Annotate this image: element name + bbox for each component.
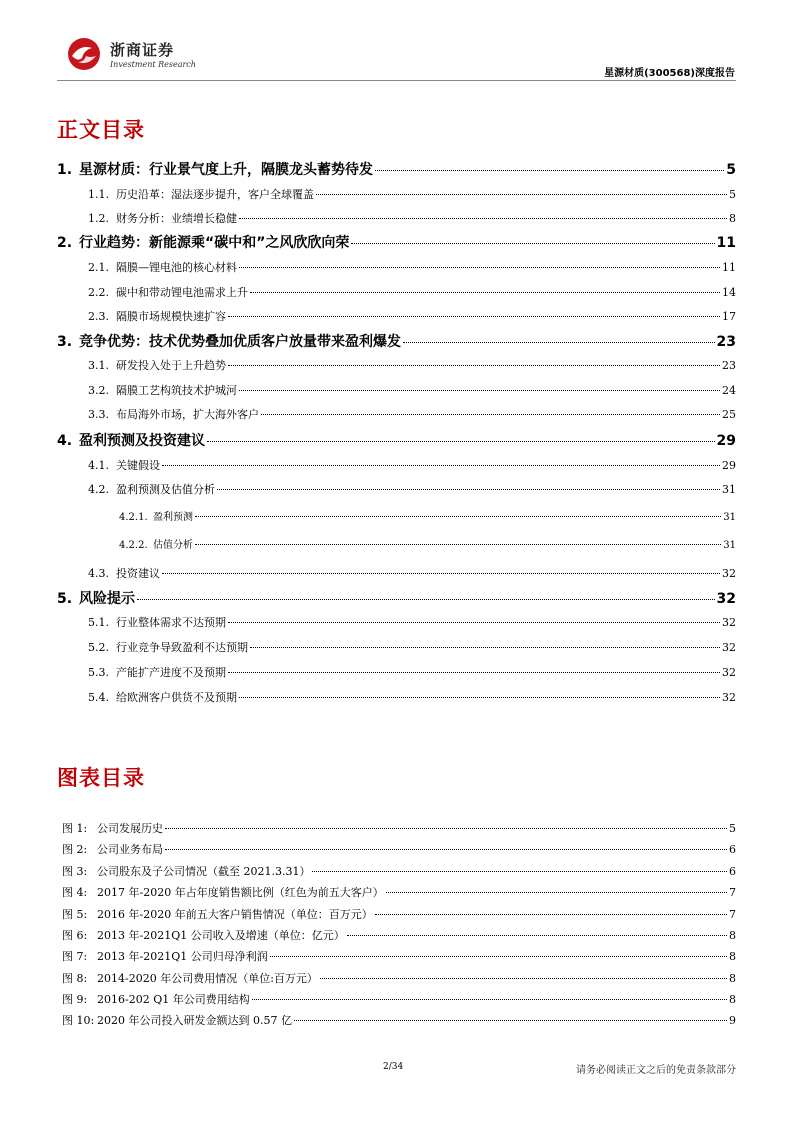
- toc-entry[interactable]: [88, 614, 736, 630]
- toc-entry-title: 产能扩产进度不及预期: [116, 666, 226, 679]
- dot-leader: [375, 170, 724, 171]
- figure-entry-title: 公司股东及子公司情况（截至 2021.3.31）: [97, 865, 311, 878]
- figure-entry-number: 图 1:: [62, 822, 88, 835]
- toc-entry-title: 关键假设: [116, 459, 160, 472]
- dot-leader: [250, 647, 720, 648]
- dot-leader: [137, 599, 715, 600]
- figure-entry-title: 2016 年-2020 年前五大客户销售情况（单位：百万元）: [97, 908, 373, 921]
- toc-entry-number: 5.: [57, 591, 73, 607]
- company-name-en: Investment Research: [110, 60, 196, 69]
- toc-entry-number: 3.3.: [88, 408, 109, 421]
- toc-entry[interactable]: [88, 210, 736, 226]
- dot-leader: [165, 849, 727, 850]
- figure-entry-title: 2020 年公司投入研发金额达到 0.57 亿: [97, 1014, 292, 1027]
- toc-entry-number: 3.1.: [88, 359, 109, 372]
- toc-entry-number: 1.2.: [88, 212, 109, 225]
- toc-entry-number: 2.3.: [88, 310, 109, 323]
- dot-leader: [228, 365, 720, 366]
- toc-entry-page: 14: [722, 286, 736, 299]
- figure-entry-title: 2014-2020 年公司费用情况（单位:百万元）: [97, 972, 318, 985]
- figure-entry-title: 2016-202 Q1 年公司费用结构: [97, 993, 250, 1006]
- toc-entry-title: 隔膜—锂电池的核心材料: [116, 261, 237, 274]
- dot-leader: [239, 267, 720, 268]
- toc-entry-number: 4.1.: [88, 459, 109, 472]
- toc-entry[interactable]: [88, 565, 736, 581]
- figure-entry-page: 7: [729, 886, 736, 899]
- dot-leader: [261, 414, 720, 415]
- dot-leader: [403, 342, 715, 343]
- figure-entry-title: 2013 年-2021Q1 公司归母净利润: [97, 950, 268, 963]
- toc-entry-number: 2.1.: [88, 261, 109, 274]
- toc-entry-number: 1.: [57, 162, 73, 178]
- page-number: 2/34: [383, 1062, 404, 1072]
- figure-entry-page: 8: [729, 993, 736, 1006]
- dot-leader: [162, 573, 720, 574]
- dot-leader: [165, 828, 727, 829]
- toc-entry-page: 8: [729, 212, 736, 225]
- dot-leader: [252, 999, 727, 1000]
- figure-entry-page: 8: [729, 950, 736, 963]
- toc-entry-number: 1.1.: [88, 188, 109, 201]
- figure-entry-title: 2017 年-2020 年占年度销售额比例（红色为前五大客户）: [97, 886, 384, 899]
- figure-entry-title: 公司业务布局: [97, 843, 163, 856]
- figure-entry-title: 2013 年-2021Q1 公司收入及增速（单位：亿元）: [97, 929, 345, 942]
- figure-entry[interactable]: [62, 991, 736, 1007]
- figure-entry-page: 6: [729, 843, 736, 856]
- toc-entry-number: 2.: [57, 235, 73, 251]
- toc-entry-title: 布局海外市场，扩大海外客户: [116, 408, 259, 421]
- figure-entry-page: 8: [729, 972, 736, 985]
- toc-entry[interactable]: [88, 639, 736, 655]
- company-name: 浙商证券: [110, 41, 175, 59]
- dot-leader: [239, 218, 727, 219]
- dot-leader: [294, 1020, 727, 1021]
- toc-entry-number: 3.2.: [88, 384, 109, 397]
- figure-entry-number: 图 6:: [62, 929, 88, 942]
- report-title: 星源材质(300568)深度报告: [604, 68, 735, 79]
- figure-entry-page: 5: [729, 822, 736, 835]
- figure-entry[interactable]: [62, 1012, 736, 1028]
- toc-entry[interactable]: [88, 357, 736, 373]
- toc-entry[interactable]: [57, 159, 736, 179]
- toc-entry[interactable]: [57, 430, 736, 450]
- toc-entry[interactable]: [88, 259, 736, 275]
- toc-entry-number: 5.1.: [88, 616, 109, 629]
- toc-entry-page: 32: [722, 666, 736, 679]
- toc-title: 正文目录: [57, 118, 145, 142]
- toc-entry-title: 竞争优势：技术优势叠加优质客户放量带来盈利爆发: [79, 334, 401, 350]
- figure-entry[interactable]: [62, 948, 736, 964]
- figure-entry-page: 8: [729, 929, 736, 942]
- toc-entry-title: 风险提示: [79, 591, 135, 607]
- dot-leader: [316, 194, 727, 195]
- toc-entry-title: 星源材质：行业景气度上升，隔膜龙头蓄势待发: [79, 162, 373, 178]
- toc-entry-number: 5.3.: [88, 666, 109, 679]
- toc-entry-title: 估值分析: [153, 540, 193, 551]
- toc-entry-title: 隔膜市场规模快速扩容: [116, 310, 226, 323]
- figure-entry-number: 图 10:: [62, 1014, 95, 1027]
- toc-entry-title: 碳中和带动锂电池需求上升: [116, 286, 248, 299]
- toc-entry[interactable]: [88, 406, 736, 422]
- dot-leader: [351, 243, 714, 244]
- toc-entry[interactable]: [119, 508, 736, 523]
- toc-entry[interactable]: [88, 284, 736, 300]
- dot-leader: [195, 544, 721, 545]
- toc-entry-page: 24: [722, 384, 736, 397]
- toc-entry-page: 5: [729, 188, 736, 201]
- toc-entry-page: 31: [723, 540, 736, 551]
- figure-entry-number: 图 7:: [62, 950, 88, 963]
- dot-leader: [228, 672, 720, 673]
- dot-leader: [239, 697, 720, 698]
- dot-leader: [250, 292, 720, 293]
- toc-entry[interactable]: [119, 536, 736, 551]
- figure-entry-title: 公司发展历史: [97, 822, 163, 835]
- toc-entry-number: 2.2.: [88, 286, 109, 299]
- toc-entry-page: 31: [723, 512, 736, 523]
- toc-entry-page: 23: [716, 334, 736, 350]
- figure-entry-number: 图 4:: [62, 886, 88, 899]
- toc-entry-page: 32: [722, 616, 736, 629]
- figure-entry[interactable]: [62, 927, 736, 943]
- dot-leader: [217, 489, 720, 490]
- toc-entry-page: 32: [722, 691, 736, 704]
- toc-entry-page: 11: [722, 261, 736, 274]
- toc-entry-number: 4.3.: [88, 567, 109, 580]
- figure-entry-number: 图 8:: [62, 972, 88, 985]
- figure-entry-page: 9: [729, 1014, 736, 1027]
- toc-entry-title: 投资建议: [116, 567, 160, 580]
- toc-entry[interactable]: [88, 481, 736, 497]
- figure-entry-number: 图 9:: [62, 993, 88, 1006]
- toc-entry[interactable]: [88, 457, 736, 473]
- figure-entry-number: 图 5:: [62, 908, 88, 921]
- figure-entry[interactable]: [62, 970, 736, 986]
- toc-entry-page: 5: [726, 162, 736, 178]
- toc-entry[interactable]: [88, 308, 736, 324]
- toc-entry-number: 5.2.: [88, 641, 109, 654]
- toc-entry-page: 29: [716, 433, 736, 449]
- dot-leader: [386, 892, 727, 893]
- toc-entry-number: 4.2.: [88, 483, 109, 496]
- toc-entry-number: 3.: [57, 334, 73, 350]
- toc-entry-page: 32: [722, 641, 736, 654]
- figure-entry-number: 图 2:: [62, 843, 88, 856]
- toc-entry-page: 31: [722, 483, 736, 496]
- dot-leader: [320, 978, 727, 979]
- zheshang-logo-icon: [62, 36, 106, 72]
- toc-entry-title: 研发投入处于上升趋势: [116, 359, 226, 372]
- figure-entry[interactable]: [62, 820, 736, 836]
- figure-entry[interactable]: [62, 863, 736, 879]
- toc-entry-page: 11: [716, 235, 736, 251]
- figure-entry-page: 6: [729, 865, 736, 878]
- figure-entry[interactable]: [62, 906, 736, 922]
- toc-entry[interactable]: [57, 331, 736, 351]
- toc-entry-number: 4.: [57, 433, 73, 449]
- toc-entry-title: 盈利预测: [153, 512, 193, 523]
- dot-leader: [375, 914, 727, 915]
- disclaimer-note: 请务必阅读正文之后的免责条款部分: [576, 1065, 736, 1076]
- toc-entry-title: 盈利预测及估值分析: [116, 483, 215, 496]
- toc-entry-page: 32: [722, 567, 736, 580]
- dot-leader: [270, 956, 727, 957]
- header-divider: [57, 80, 736, 81]
- dot-leader: [195, 516, 721, 517]
- toc-entry-page: 32: [716, 591, 736, 607]
- dot-leader: [207, 441, 715, 442]
- toc-entry-title: 行业竞争导致盈利不达预期: [116, 641, 248, 654]
- toc-entry-title: 给欧洲客户供货不及预期: [116, 691, 237, 704]
- dot-leader: [312, 871, 727, 872]
- toc-entry-page: 29: [722, 459, 736, 472]
- toc-entry-page: 25: [722, 408, 736, 421]
- toc-entry-page: 17: [722, 310, 736, 323]
- toc-entry[interactable]: [88, 382, 736, 398]
- toc-entry[interactable]: [88, 664, 736, 680]
- dot-leader: [347, 935, 727, 936]
- figure-entry[interactable]: [62, 841, 736, 857]
- toc-entry-page: 23: [722, 359, 736, 372]
- figure-entry[interactable]: [62, 884, 736, 900]
- toc-entry[interactable]: [57, 232, 736, 252]
- toc-entry-number: 4.2.1.: [119, 512, 148, 523]
- toc-entry-title: 财务分析：业绩增长稳健: [116, 212, 237, 225]
- toc-entry-title: 行业整体需求不达预期: [116, 616, 226, 629]
- toc-entry-title: 隔膜工艺构筑技术护城河: [116, 384, 237, 397]
- dot-leader: [228, 316, 720, 317]
- toc-entry-number: 5.4.: [88, 691, 109, 704]
- figure-list-title: 图表目录: [57, 766, 145, 790]
- toc-entry[interactable]: [57, 588, 736, 608]
- toc-entry[interactable]: [88, 689, 736, 705]
- dot-leader: [239, 390, 720, 391]
- dot-leader: [162, 465, 720, 466]
- toc-entry-number: 4.2.2.: [119, 540, 148, 551]
- toc-entry-title: 盈利预测及投资建议: [79, 433, 205, 449]
- figure-entry-number: 图 3:: [62, 865, 88, 878]
- toc-entry-title: 历史沿革：湿法逐步提升，客户全球覆盖: [116, 188, 314, 201]
- dot-leader: [228, 622, 720, 623]
- figure-entry-page: 7: [729, 908, 736, 921]
- toc-entry[interactable]: [88, 186, 736, 202]
- toc-entry-title: 行业趋势：新能源乘“碳中和”之风欣欣向荣: [79, 235, 350, 251]
